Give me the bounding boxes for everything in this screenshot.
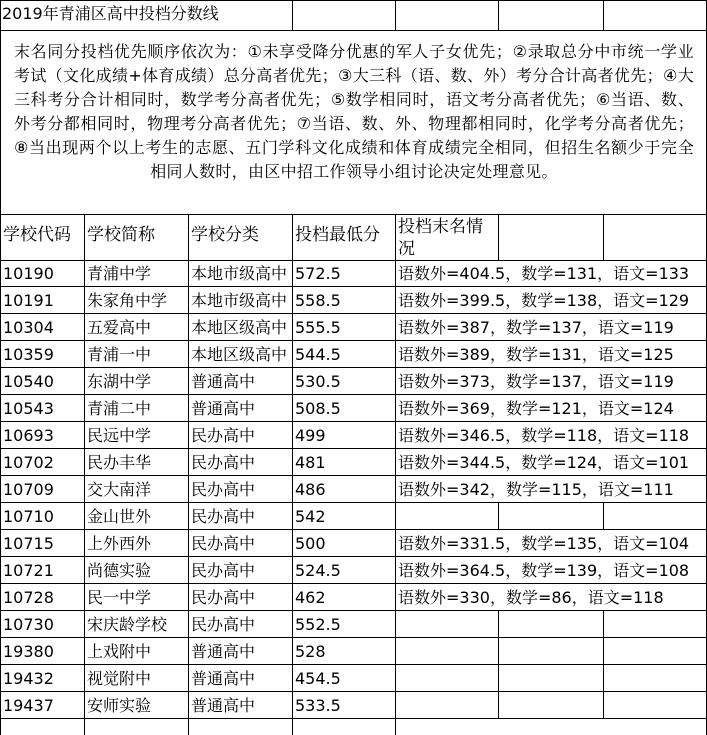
grid-line-vertical [395,214,396,735]
cell-school-name: 青浦中学 [87,264,152,283]
grid-line-vertical [498,503,499,530]
cell-school-code: 10190 [3,264,54,283]
grid-line-horizontal [0,637,707,638]
cell-school-category: 民办高中 [191,561,256,580]
grid-line-vertical [603,611,604,638]
cell-school-code: 10693 [3,426,54,445]
grid-line-horizontal [0,367,707,368]
grid-line-horizontal [0,583,707,584]
grid-line-vertical [498,214,499,260]
cell-min-score: 552.5 [295,615,341,634]
cell-min-score: 528 [295,642,326,661]
cell-last-status [395,692,706,719]
cell-school-name: 朱家角中学 [87,291,168,310]
grid-line-vertical [603,214,604,260]
grid-line-vertical [395,0,396,30]
cell-last-status: 语数外=404.5，数学=131，语文=133 [398,264,690,283]
grid-line-horizontal [0,448,707,449]
cell-last-status: 语数外=387，数学=137，语文=119 [398,318,674,337]
cell-school-name: 东湖中学 [87,372,152,391]
grid-line-horizontal [0,421,707,422]
grid-line-vertical [292,0,293,30]
cell-school-category: 普通高中 [191,642,256,661]
grid-line-vertical [603,665,604,692]
grid-line-horizontal [0,260,707,261]
grid-line-horizontal [0,475,707,476]
cell-school-code: 10543 [3,399,54,418]
cell-min-score: 500 [295,534,326,553]
cell-min-score: 530.5 [295,372,341,391]
grid-line-horizontal [0,691,707,692]
cell-school-name: 交大南洋 [87,480,152,499]
cell-min-score: 544.5 [295,345,341,364]
cell-min-score: 524.5 [295,561,341,580]
cell-school-category: 民办高中 [191,534,256,553]
cell-last-status [395,611,706,638]
cell-last-status [395,638,706,665]
cell-last-status: 语数外=344.5，数学=124，语文=101 [398,453,690,472]
grid-line-horizontal [0,286,707,287]
cell-school-code: 10540 [3,372,54,391]
cell-min-score: 542 [295,507,326,526]
admission-priority-note: 末名同分投档优先顺序依次为：①未享受降分优惠的军人子女优先；②录取总分中市统一学业考试（文化成绩+体育成绩）总分高者优先；③大三科（语、数、外）考分合计高者优先；④大三科考分合计相同时，数学考分高者优先；⑤数学相同时，语文考分高者优先；⑥当语、数、外考分都相同时，物理考分高者优先；⑦当语、数、外、物理都相同时，化学考分高者优先；⑧当出现两个以上考生的志愿、五门学科文化成绩和体育成绩完全相同，但招生名额少于完全相同人数时，由区中招工作领导小组讨论决定处理意见。 [14,42,694,181]
cell-school-category: 本地市级高中 [191,291,288,310]
cell-last-status [395,665,706,692]
grid-line-horizontal [0,394,707,395]
grid-line-horizontal [0,340,707,341]
cell-last-status: 语数外=342，数学=115，语文=111 [398,480,674,499]
cell-school-category: 民办高中 [191,507,256,526]
cell-school-code: 10191 [3,291,54,310]
cell-min-score: 486 [295,480,326,499]
grid-line-vertical [292,214,293,735]
cell-last-status: 语数外=399.5，数学=138，语文=129 [398,291,690,310]
cell-school-name: 民一中学 [87,588,152,607]
cell-min-score: 558.5 [295,291,341,310]
cell-min-score: 572.5 [295,264,341,283]
grid-line-horizontal [0,0,707,1]
cell-school-name: 宋庆龄学校 [87,615,168,634]
grid-line-vertical [603,692,604,719]
cell-school-name: 上外西外 [87,534,152,553]
grid-line-vertical [603,638,604,665]
cell-school-code: 19432 [3,669,54,688]
grid-line-horizontal [0,610,707,611]
cell-school-category: 民办高中 [191,615,256,634]
cell-last-status: 语数外=369，数学=121，语文=124 [398,399,674,418]
cell-min-score: 462 [295,588,326,607]
cell-school-code: 10709 [3,480,54,499]
grid-line-vertical [498,665,499,692]
cell-school-category: 民办高中 [191,480,256,499]
grid-line-vertical [603,503,604,530]
cell-school-name: 青浦二中 [87,399,152,418]
cell-min-score: 481 [295,453,326,472]
grid-line-vertical [498,611,499,638]
cell-school-code: 10359 [3,345,54,364]
cell-school-category: 本地区级高中 [191,318,288,337]
grid-line-horizontal [0,214,707,215]
cell-min-score: 499 [295,426,326,445]
cell-school-category: 民办高中 [191,453,256,472]
header-school-category: 学校分类 [191,225,259,245]
cell-min-score: 508.5 [295,399,341,418]
cell-school-category: 民办高中 [191,426,256,445]
grid-line-vertical [188,214,189,735]
cell-school-code: 10715 [3,534,54,553]
cell-school-category: 本地市级高中 [191,264,288,283]
grid-line-horizontal [0,718,707,719]
grid-line-vertical [84,214,85,735]
cell-school-name: 青浦一中 [87,345,152,364]
cell-min-score: 555.5 [295,318,341,337]
cell-min-score: 533.5 [295,696,341,715]
cell-last-status: 语数外=330，数学=86，语文=118 [398,588,664,607]
cell-school-code: 10728 [3,588,54,607]
grid-line-vertical [498,692,499,719]
cell-school-code: 10702 [3,453,54,472]
cell-school-code: 10710 [3,507,54,526]
cell-school-category: 民办高中 [191,588,256,607]
cell-school-category: 普通高中 [191,669,256,688]
cell-last-status: 语数外=346.5，数学=118，语文=118 [398,426,690,445]
cell-min-score: 454.5 [295,669,341,688]
cell-school-code: 10721 [3,561,54,580]
grid-line-horizontal [0,664,707,665]
cell-school-name: 视觉附中 [87,669,152,688]
cell-school-name: 民远中学 [87,426,152,445]
header-min-score: 投档最低分 [295,225,380,245]
grid-line-horizontal [0,30,707,31]
cell-last-status [395,503,706,530]
cell-school-name: 五爱高中 [87,318,152,337]
cell-school-code: 10730 [3,615,54,634]
cell-school-name: 民办丰华 [87,453,152,472]
sheet-title: 2019年青浦区高中投档分数线 [2,4,219,23]
header-school-short-name: 学校简称 [87,225,155,245]
cell-school-category: 普通高中 [191,372,256,391]
cell-school-name: 尚德实验 [87,561,152,580]
cell-school-code: 19380 [3,642,54,661]
cell-school-category: 普通高中 [191,399,256,418]
grid-line-horizontal [0,502,707,503]
grid-line-horizontal [0,529,707,530]
cell-school-category: 普通高中 [191,696,256,715]
cell-school-name: 安师实验 [87,696,152,715]
grid-line-vertical [498,0,499,30]
header-last-status: 投档末名情况 [398,217,483,259]
header-school-code: 学校代码 [3,225,71,245]
cell-last-status: 语数外=331.5，数学=135，语文=104 [398,534,690,553]
cell-last-status: 语数外=373，数学=137，语文=119 [398,372,674,391]
cell-school-category: 本地区级高中 [191,345,288,364]
cell-school-name: 上戏附中 [87,642,152,661]
cell-last-status: 语数外=364.5，数学=139，语文=108 [398,561,690,580]
grid-line-horizontal [0,556,707,557]
cell-school-code: 10304 [3,318,54,337]
grid-line-horizontal [0,313,707,314]
grid-line-vertical [498,638,499,665]
cell-school-name: 金山世外 [87,507,152,526]
grid-line-vertical [603,0,604,30]
cell-last-status: 语数外=389，数学=131，语文=125 [398,345,674,364]
cell-school-code: 19437 [3,696,54,715]
